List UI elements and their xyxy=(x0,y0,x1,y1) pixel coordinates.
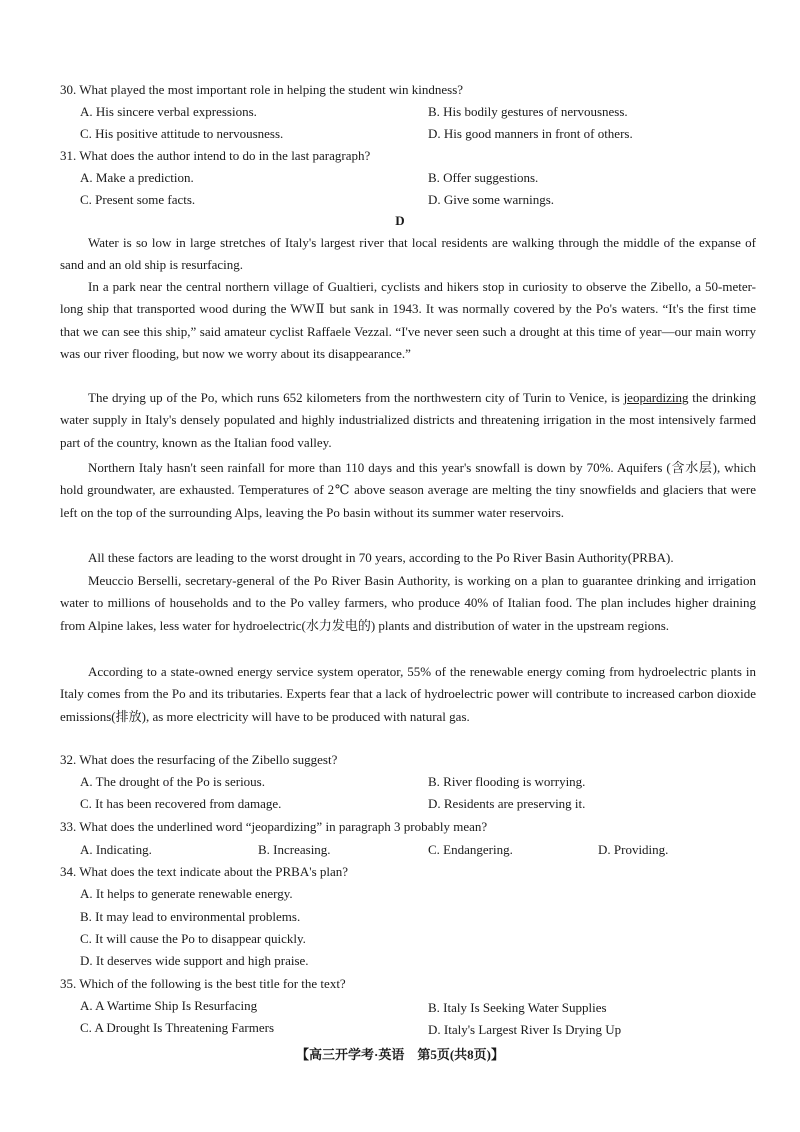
q35-option-c: C. A Drought Is Threatening Farmers xyxy=(80,1020,275,1035)
q31-option-c: C. Present some facts. xyxy=(80,192,196,207)
p3-text-end: the drinking water supply in Italy's densely populated and highly industrialized districts and threatening irrigation in the most intensively farmed part of the country, known as the Italian food valley. xyxy=(60,390,757,450)
q34-option-a: A. It helps to generate renewable energy. xyxy=(80,886,293,901)
page-footer: 【高三开学考·英语 第5页(共8页)】 xyxy=(296,1047,504,1062)
q33-option-d: D. Providing. xyxy=(598,842,669,857)
q33-option-c: C. Endangering. xyxy=(428,842,513,857)
passage-paragraph-6: Meuccio Berselli, secretary-general of the Po River Basin Authority, is working on a plan to guarantee drinking and irrigation water to millions of households and to the Po valley farmers, who produce 40% of Italian food. The plan includes higher draining from Alpine lakes, less water for hydroelectric(水力发电的) plants and distribution of water in the upstream regions. xyxy=(60,573,756,633)
passage-paragraph-2: In a park near the central northern village of Gualtieri, cyclists and hikers stop in curiosity to observe the Zibello, a 50-meter-long ship that transported wood during the WWⅡ but sank in 1943. It was normally covered by the Po's waters. “It's the first time that we can see this ship,” said amateur cyclist Raffaele Vezzal. “I've never seen such a drought at this time of year—our main worry was our river flooding, but now we worry about its disappearance.” xyxy=(60,279,756,361)
q32-option-b: B. River flooding is worrying. xyxy=(428,774,586,789)
question-32: 32. What does the resurfacing of the Zibello suggest? xyxy=(60,752,338,767)
q33-option-a: A. Indicating. xyxy=(80,842,152,857)
passage-paragraph-4: Northern Italy hasn't seen rainfall for more than 110 days and this year's snowfall is down by 70%. Aquifers (含水层), which hold groundwater, are exhausted. Temperatures of 2℃ above season average are melting the tiny snowfields and glaciers that were left on the top of the surrounding Alps, leaving the Po basin without its summer water reservoirs. xyxy=(60,460,756,520)
q35-option-a: A. A Wartime Ship Is Resurfacing xyxy=(80,998,258,1013)
q32-option-a: A. The drought of the Po is serious. xyxy=(80,774,265,789)
p3-text-start: The drying up of the Po, which runs 652 kilometers from the northwestern city of Turin to Venice, is xyxy=(88,390,624,405)
q34-option-c: C. It will cause the Po to disappear quickly. xyxy=(80,931,306,946)
section-d-heading: D xyxy=(395,213,405,228)
q30-option-d: D. His good manners in front of others. xyxy=(428,126,633,141)
underlined-word-jeopardizing: jeopardizing xyxy=(623,390,689,405)
question-30: 30. What played the most important role in helping the student win kindness? xyxy=(60,82,464,97)
q31-option-a: A. Make a prediction. xyxy=(80,170,194,185)
q30-option-a: A. His sincere verbal expressions. xyxy=(80,104,257,119)
question-33: 33. What does the underlined word “jeopardizing” in paragraph 3 probably mean? xyxy=(60,819,488,834)
q32-option-c: C. It has been recovered from damage. xyxy=(80,796,282,811)
passage-paragraph-7: According to a state-owned energy service system operator, 55% of the renewable energy coming from hydroelectric plants in Italy comes from the Po and its tributaries. Experts fear that a lack of hydroelectric power will contribute to increased carbon dioxide emissions(排放), as more electricity will have to be produced with natural gas. xyxy=(60,664,756,724)
q33-option-b: B. Increasing. xyxy=(258,842,331,857)
q35-option-d: D. Italy's Largest River Is Drying Up xyxy=(428,1022,622,1037)
question-31: 31. What does the author intend to do in the last paragraph? xyxy=(60,148,371,163)
passage-paragraph-3 xyxy=(60,387,756,454)
q30-option-c: C. His positive attitude to nervousness. xyxy=(80,126,284,141)
question-35: 35. Which of the following is the best title for the text? xyxy=(60,976,346,991)
q31-option-d: D. Give some warnings. xyxy=(428,192,555,207)
q35-option-b: B. Italy Is Seeking Water Supplies xyxy=(428,1000,607,1015)
q30-option-b: B. His bodily gestures of nervousness. xyxy=(428,104,628,119)
q31-option-b: B. Offer suggestions. xyxy=(428,170,539,185)
passage-paragraph-1: Water is so low in large stretches of Italy's largest river that local residents are walking through the middle of the expanse of sand and an old ship is resurfacing. xyxy=(60,235,756,273)
question-34: 34. What does the text indicate about the PRBA's plan? xyxy=(60,864,349,879)
q34-option-b: B. It may lead to environmental problems. xyxy=(80,909,301,924)
passage-paragraph-5: All these factors are leading to the worst drought in 70 years, according to the Po River Basin Authority(PRBA). xyxy=(88,550,674,565)
q34-option-d: D. It deserves wide support and high praise. xyxy=(80,953,309,968)
q32-option-d: D. Residents are preserving it. xyxy=(428,796,586,811)
